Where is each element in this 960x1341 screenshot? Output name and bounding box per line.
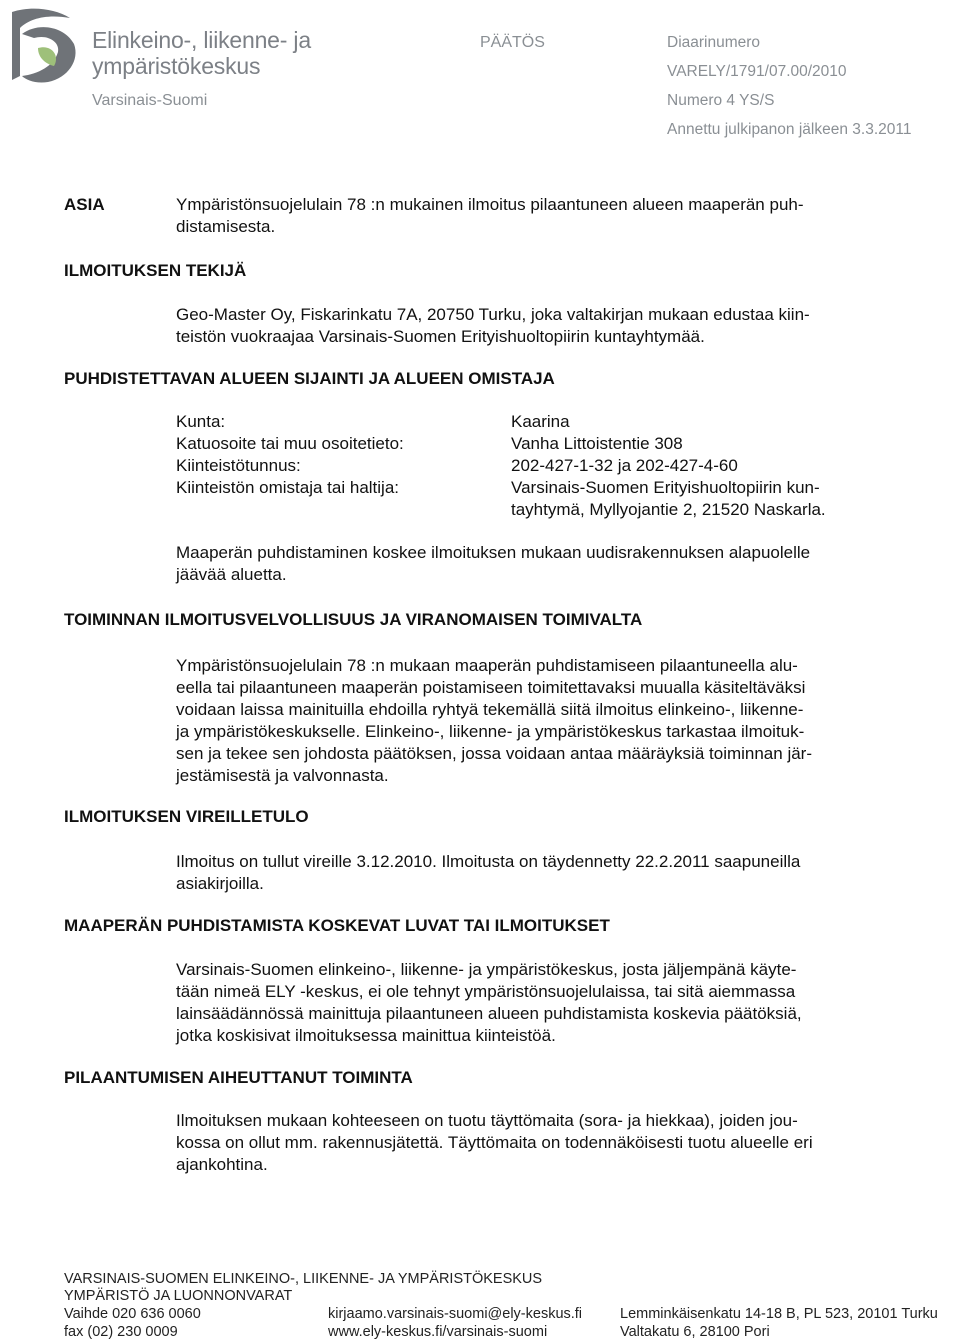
footer-phone: Vaihde 020 636 0060 [64, 1306, 201, 1322]
footer-org: VARSINAIS-SUOMEN ELINKEINO-, LIIKENNE- JA YMPÄRISTÖKESKUS [64, 1271, 543, 1287]
heading-toimivalta: TOIMINNAN ILMOITUSVELVOLLISUUS JA VIRANOMAISEN TOIMIVALTA [64, 610, 643, 629]
footer-address-turku: Lemminkäisenkatu 14-18 B, PL 523, 20101 Turku [620, 1306, 938, 1322]
info-label: Kiinteistön omistaja tai haltija: [176, 478, 400, 497]
footer-dept: YMPÄRISTÖ JA LUONNONVARAT [64, 1288, 293, 1304]
toimivalta-line: voidaan laissa mainituilla ehdoilla ryhtyä tekemällä siitä ilmoitus elinkeino-, liikenne- [176, 700, 804, 719]
info-row-kunta [176, 411, 570, 433]
info-value: Vanha Littoistentie 308 [511, 434, 683, 453]
heading-luvat: MAAPERÄN PUHDISTAMISTA KOSKEVAT LUVAT TAI ILMOITUKSET [64, 916, 610, 935]
info-row-omistaja [176, 477, 820, 499]
footer-email-link[interactable]: kirjaamo.varsinais-suomi@ely-keskus.fi [328, 1306, 583, 1322]
heading-asia: ASIA [64, 195, 105, 214]
sijainti-note-line: jäävää aluetta. [176, 565, 287, 584]
owner-continuation: tayhtymä, Myllyojantie 2, 21520 Naskarla. [511, 500, 826, 519]
footer-address-pori: Valtakatu 6, 28100 Pori [620, 1324, 770, 1340]
luvat-line: tään nimeä ELY -keskus, ei ole tehnyt ympäristönsuojelulaissa, tai sitä aiemmassa [176, 982, 796, 1001]
vireilletulo-line: asiakirjoilla. [176, 874, 264, 893]
tekija-line: teistön vuokraajaa Varsinais-Suomen Erityishuoltopiirin kuntayhtymää. [176, 327, 705, 346]
toimivalta-line: eella tai pilaantuneen maaperän poistamiseen toimitettavaksi muualla käsiteltäväksi [176, 678, 806, 697]
info-label: Kiinteistötunnus: [176, 456, 301, 475]
info-row-katuosoite [176, 433, 683, 455]
info-value: Varsinais-Suomen Erityishuoltopiirin kun- [511, 478, 820, 497]
info-row-kiinteistotunnus [176, 455, 738, 477]
heading-ilmoituksen-tekija: ILMOITUKSEN TEKIJÄ [64, 261, 247, 280]
org-name-line2: ympäristökeskus [92, 53, 261, 79]
toimivalta-line: ja ympäristökeskukselle. Elinkeino-, liikenne- ja ympäristökeskus tarkastaa ilmoituk- [176, 722, 805, 741]
asia-line: distamisesta. [176, 217, 276, 236]
toimivalta-line: sen ja tekee sen johdosta päätöksen, jossa voidaan antaa määräyksiä toiminnan jär- [176, 744, 812, 763]
asia-line: Ympäristönsuojelulain 78 :n mukainen ilmoitus pilaantuneen alueen maaperän puh- [176, 195, 804, 214]
luvat-line: Varsinais-Suomen elinkeino-, liikenne- ja ympäristökeskus, josta jäljempänä käyte- [176, 960, 797, 979]
footer-fax: fax (02) 230 0009 [64, 1324, 178, 1340]
info-value: Kaarina [511, 412, 570, 431]
toimivalta-line: Ympäristönsuojelulain 78 :n mukaan maaperän puhdistamiseen pilaantuneella alu- [176, 656, 798, 675]
heading-sijainti: PUHDISTETTAVAN ALUEEN SIJAINTI JA ALUEEN OMISTAJA [64, 369, 555, 388]
diary-label: Diaarinumero [667, 34, 761, 51]
luvat-line: lainsäädännössä mainittuja pilaantuneen alueen puhdistamista koskevia päätöksiä, [176, 1004, 802, 1023]
toiminta-line: Ilmoituksen mukaan kohteeseen on tuotu täyttömaita (sora- ja hiekkaa), joiden jou- [176, 1111, 798, 1130]
info-value: 202-427-1-32 ja 202-427-4-60 [511, 456, 738, 475]
tekija-line: Geo-Master Oy, Fiskarinkatu 7A, 20750 Turku, joka valtakirjan mukaan edustaa kiin- [176, 305, 810, 324]
info-label: Kunta: [176, 412, 226, 431]
toiminta-line: ajankohtina. [176, 1155, 268, 1174]
luvat-line: jotka koskisivat ilmoituksessa mainittua kiinteistöä. [176, 1026, 556, 1045]
info-label: Katuosoite tai muu osoitetieto: [176, 434, 404, 453]
organization-name [92, 27, 311, 79]
toiminta-line: kossa on ollut mm. rakennusjätettä. Täyttömaita on todennäköisesti tuotu alueelle eri [176, 1133, 813, 1152]
vireilletulo-line: Ilmoitus on tullut vireille 3.12.2010. Ilmoitusta on täydennetty 22.2.2011 saapuneilla [176, 852, 801, 871]
region-label: Varsinais-Suomi [92, 92, 208, 109]
sijainti-note-line: Maaperän puhdistaminen koskee ilmoituksen mukaan uudisrakennuksen alapuolelle [176, 543, 811, 562]
footer-web-link[interactable]: www.ely-keskus.fi/varsinais-suomi [328, 1324, 548, 1340]
given-date: Annettu julkipanon jälkeen 3.3.2011 [667, 121, 912, 138]
toimivalta-line: jestämisestä ja valvonnasta. [176, 766, 389, 785]
ely-logo [8, 4, 82, 86]
heading-vireilletulo: ILMOITUKSEN VIREILLETULO [64, 807, 309, 826]
document-meta [667, 34, 911, 150]
diary-number: VARELY/1791/07.00/2010 [667, 63, 847, 80]
decision-number: Numero 4 YS/S [667, 92, 775, 109]
document-type: PÄÄTÖS [480, 34, 545, 51]
heading-toiminta: PILAANTUMISEN AIHEUTTANUT TOIMINTA [64, 1068, 413, 1087]
org-name-line1: Elinkeino-, liikenne- ja [92, 27, 311, 53]
